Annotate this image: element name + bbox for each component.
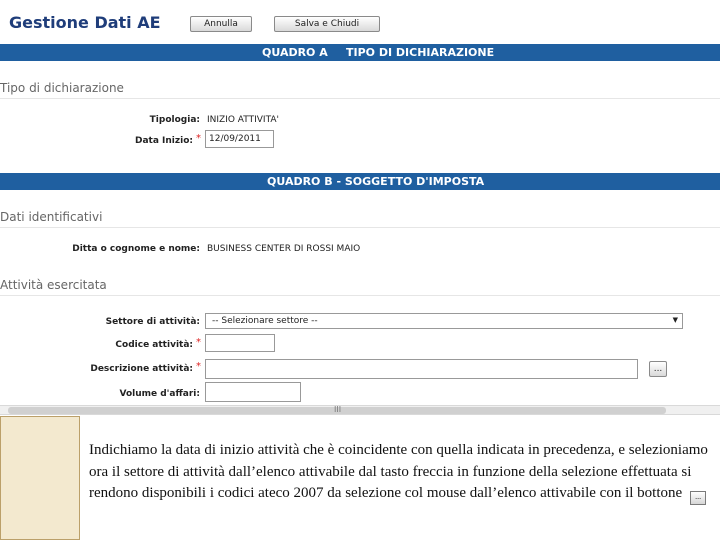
save-close-button[interactable]: Salva e Chiudi xyxy=(274,16,380,32)
quadro-a-prefix: QUADRO A xyxy=(262,46,328,59)
settore-label: Settore di attività: xyxy=(105,317,200,327)
tipologia-value: INIZIO ATTIVITA' xyxy=(207,115,279,125)
descrizione-input[interactable] xyxy=(205,359,638,379)
divider xyxy=(0,227,720,228)
app-title: Gestione Dati AE xyxy=(9,13,161,32)
codice-label: Codice attività: xyxy=(115,340,193,350)
settore-select[interactable] xyxy=(205,313,683,329)
ditta-value: BUSINESS CENTER DI ROSSI MAIO xyxy=(207,244,361,254)
required-mark: * xyxy=(196,361,201,372)
divider xyxy=(0,295,720,296)
horizontal-scrollbar[interactable] xyxy=(0,405,720,415)
lookup-button[interactable]: ... xyxy=(649,361,667,377)
cancel-button[interactable]: Annulla xyxy=(190,16,252,32)
codice-input[interactable] xyxy=(205,334,275,352)
divider xyxy=(0,98,720,99)
caption-accent-block xyxy=(0,416,80,540)
required-mark: * xyxy=(196,133,201,144)
quadro-b-title: QUADRO B - SOGGETTO D'IMPOSTA xyxy=(267,175,485,188)
quadro-b-bar xyxy=(0,173,720,190)
ditta-label: Ditta o cognome e nome: xyxy=(72,244,200,254)
settore-selected-value: -- Selezionare settore -- xyxy=(212,316,318,326)
required-mark: * xyxy=(196,337,201,348)
data-inizio-input[interactable] xyxy=(205,130,274,148)
lookup-button-icon: ... xyxy=(690,491,706,505)
section-title-attivita: Attività esercitata xyxy=(0,278,107,292)
scrollbar-grip: III xyxy=(334,405,342,414)
tipologia-label: Tipologia: xyxy=(149,115,200,125)
descrizione-label: Descrizione attività: xyxy=(90,364,193,374)
volume-label: Volume d'affari: xyxy=(119,389,200,399)
chevron-down-icon[interactable]: ▼ xyxy=(672,316,678,324)
scrollbar-thumb[interactable] xyxy=(8,407,666,414)
data-inizio-label: Data Inizio: xyxy=(135,136,193,146)
section-title-dati: Dati identificativi xyxy=(0,210,103,224)
caption-text: Indichiamo la data di inizio attività che è coincidente con quella indicata in precedenza, e selezioniamo ora il settore di attività dall’elenco attivabile dal tasto freccia in funzione della selezione effettuata si rendono disponibili i codici ateco 2007 da selezione col mouse dall’elenco attivabile con il bottone xyxy=(89,442,708,501)
section-title-tipo: Tipo di dichiarazione xyxy=(0,81,124,95)
quadro-a-title: TIPO DI DICHIARAZIONE xyxy=(346,46,495,59)
caption-text-block xyxy=(89,440,709,505)
quadro-a-bar xyxy=(0,44,720,61)
volume-input[interactable] xyxy=(205,382,301,402)
